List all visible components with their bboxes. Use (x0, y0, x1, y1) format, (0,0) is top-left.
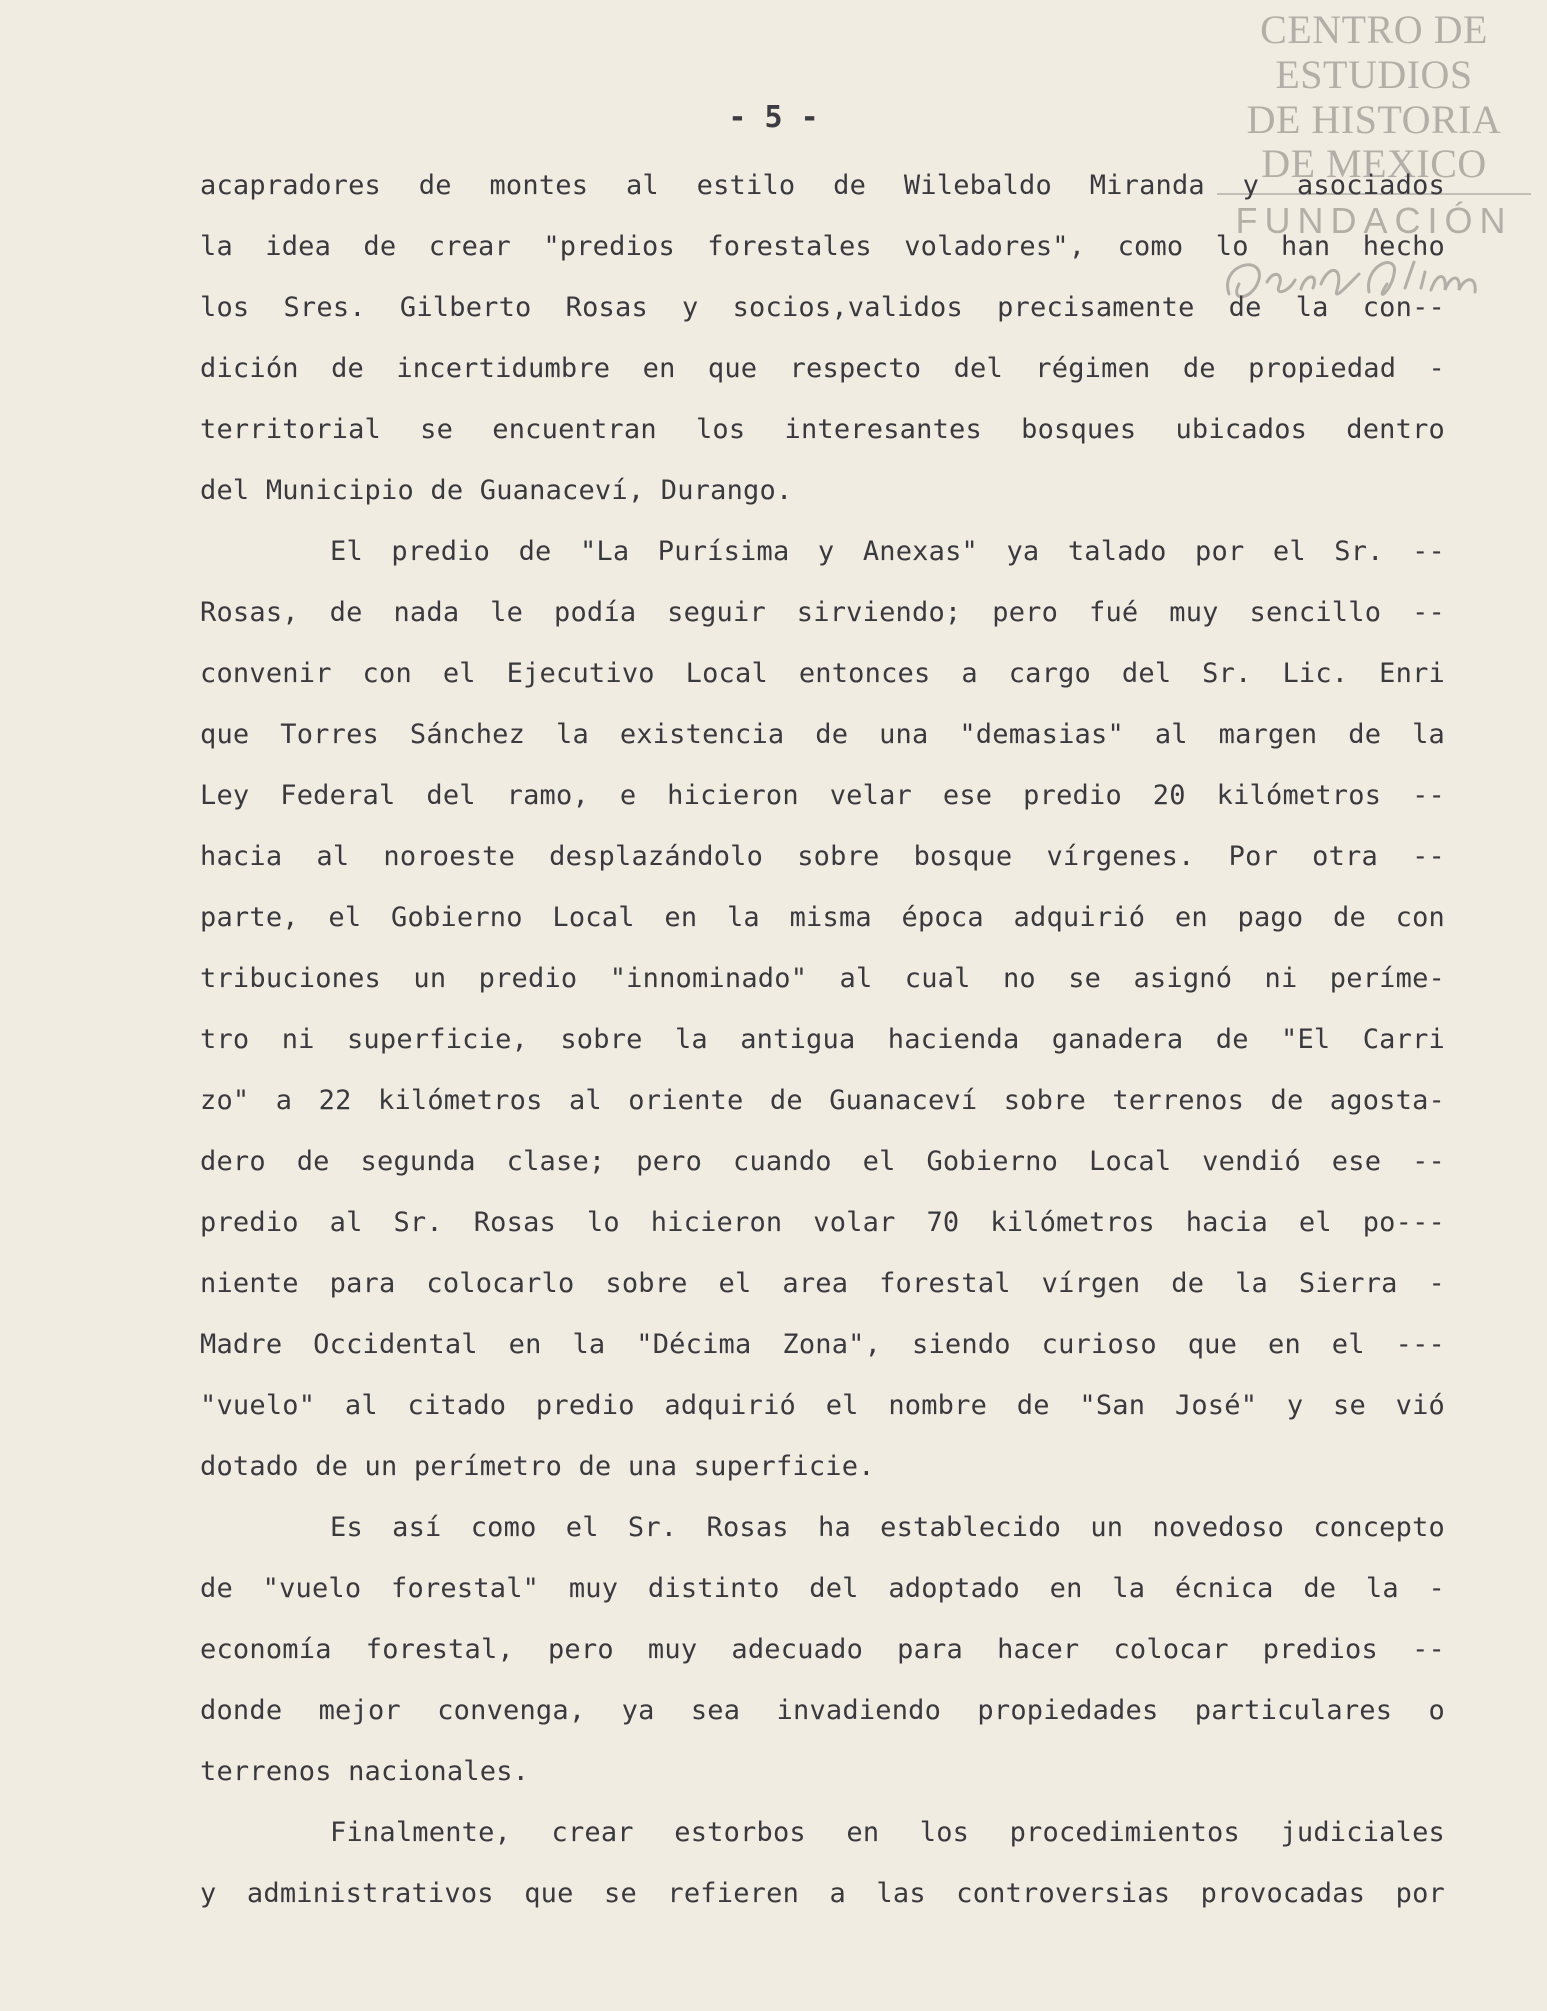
paragraph (200, 1802, 1445, 1924)
watermark-line-1: CENTRO DE (1260, 7, 1488, 52)
page-number: - 5 - (728, 100, 819, 135)
text-line: hacia al noroeste desplazándolo sobre bosque vírgenes. Por otra -- (200, 841, 1445, 872)
text-line: del Municipio de Guanaceví, Durango. (200, 475, 793, 506)
text-line: convenir con el Ejecutivo Local entonces a cargo del Sr. Lic. Enri (200, 658, 1445, 689)
text-line: tro ni superficie, sobre la antigua hacienda ganadera de "El Carri (200, 1024, 1445, 1055)
text-line: zo" a 22 kilómetros al oriente de Guanaceví sobre terrenos de agosta- (200, 1085, 1445, 1116)
text-line: de "vuelo forestal" muy distinto del adoptado en la écnica de la - (200, 1573, 1445, 1604)
text-line: economía forestal, pero muy adecuado para hacer colocar predios -- (200, 1634, 1445, 1665)
text-line: acapradores de montes al estilo de Wilebaldo Miranda y asociados (200, 170, 1445, 201)
text-line: donde mejor convenga, ya sea invadiendo propiedades particulares o (200, 1695, 1445, 1726)
text-line: "vuelo" al citado predio adquirió el nombre de "San José" y se vió (200, 1390, 1445, 1421)
text-line: los Sres. Gilberto Rosas y socios,validos precisamente de la con-- (200, 292, 1445, 323)
text-line: la idea de crear "predios forestales voladores", como lo han hecho (200, 231, 1445, 262)
text-line: dición de incertidumbre en que respecto del régimen de propiedad - (200, 353, 1445, 384)
text-line: territorial se encuentran los interesantes bosques ubicados dentro (200, 414, 1445, 445)
paragraph (200, 521, 1445, 1497)
text-line: predio al Sr. Rosas lo hicieron volar 70 kilómetros hacia el po--- (200, 1207, 1445, 1238)
text-line: dero de segunda clase; pero cuando el Gobierno Local vendió ese -- (200, 1146, 1445, 1177)
watermark-line-2: ESTUDIOS (1275, 51, 1473, 97)
text-line: parte, el Gobierno Local en la misma época adquirió en pago de con (200, 902, 1445, 933)
text-line: que Torres Sánchez la existencia de una "demasias" al margen de la (200, 719, 1445, 750)
watermark-foundation: FUNDACIÓN (1235, 200, 1513, 242)
watermark-line-3: DE HISTORIA (1246, 96, 1502, 142)
text-line: Ley Federal del ramo, e hicieron velar ese predio 20 kilómetros -- (200, 780, 1445, 811)
watermark-line-4: DE MEXICO (1261, 141, 1487, 187)
text-line: y administrativos que se refieren a las controversias provocadas por (200, 1878, 1445, 1909)
paragraph (200, 1497, 1445, 1802)
text-line: Rosas, de nada le podía seguir sirviendo; pero fué muy sencillo -- (200, 597, 1445, 628)
text-line: Madre Occidental en la "Décima Zona", siendo curioso que en el --- (200, 1329, 1445, 1360)
text-line: Es así como el Sr. Rosas ha establecido un novedoso concepto (330, 1512, 1445, 1543)
text-line: niente para colocarlo sobre el area forestal vírgen de la Sierra - (200, 1268, 1445, 1299)
text-line: dotado de un perímetro de una superficie. (200, 1451, 875, 1482)
text-line: El predio de "La Purísima y Anexas" ya talado por el Sr. -- (330, 536, 1445, 567)
paragraph (200, 155, 1445, 521)
text-line: Finalmente, crear estorbos en los procedimientos judiciales (330, 1817, 1445, 1848)
document-body (200, 155, 1445, 1924)
text-line: tribuciones un predio "innominado" al cual no se asignó ni períme- (200, 963, 1445, 994)
text-line: terrenos nacionales. (200, 1756, 530, 1787)
